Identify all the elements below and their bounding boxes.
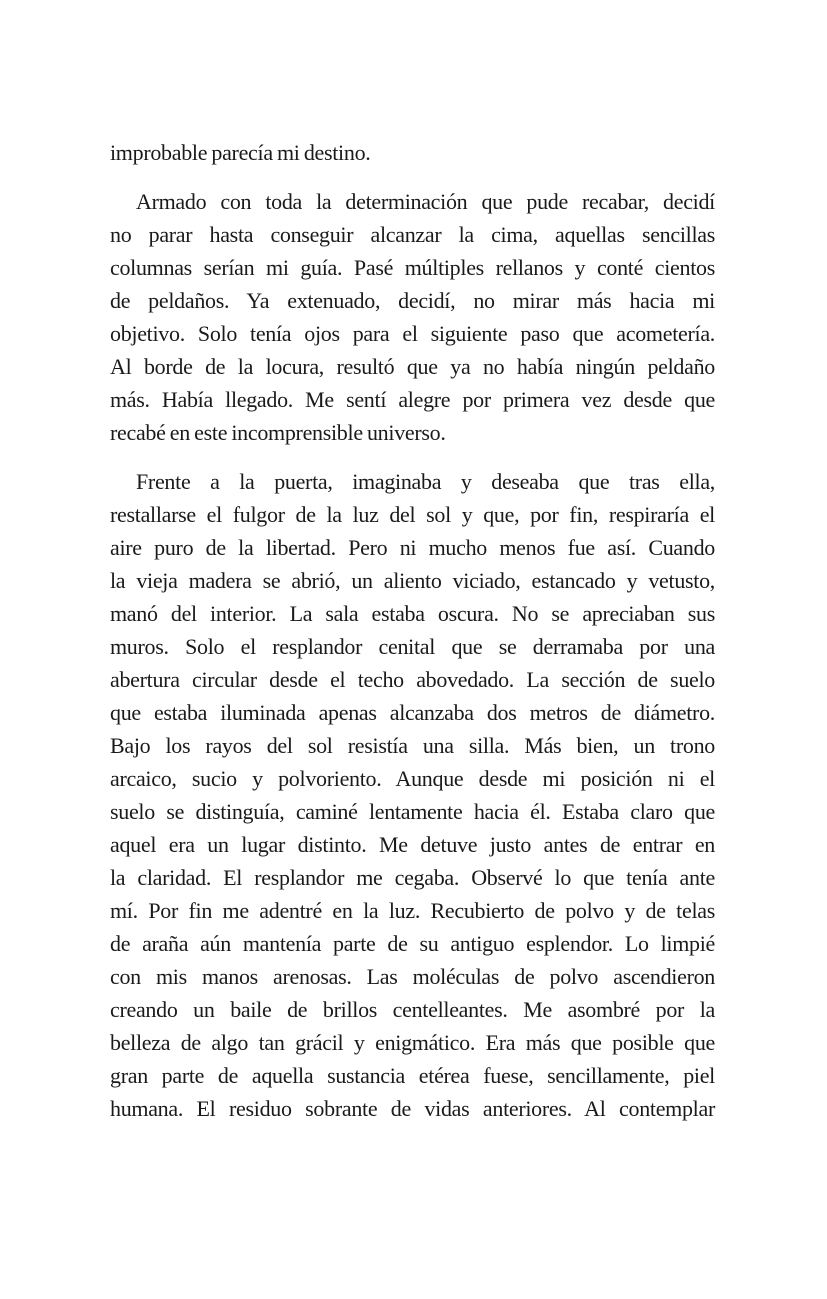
text-block [110,136,715,1141]
text-line: más. Había llegado. Me sentí alegre por primera vez desde que [110,387,715,412]
text-line: la vieja madera se abrió, un aliento viciado, estancado y vetusto, [110,568,715,593]
paragraph [110,465,715,1125]
text-line: recabé en este incomprensible universo. [110,420,446,445]
text-line: no parar hasta conseguir alcanzar la cima, aquellas sencillas [110,222,715,247]
text-line: improbable parecía mi destino. [110,140,371,165]
text-line: creando un baile de brillos centelleantes. Me asombré por la [110,997,715,1022]
text-line: de araña aún mantenía parte de su antiguo esplendor. Lo limpié [110,931,715,956]
text-line: suelo se distinguía, caminé lentamente hacia él. Estaba claro que [110,799,715,824]
text-line: mí. Por fin me adentré en la luz. Recubierto de polvo y de telas [110,898,715,923]
text-line: humana. El residuo sobrante de vidas anteriores. Al contemplar [110,1096,715,1121]
text-line: muros. Solo el resplandor cenital que se derramaba por una [110,634,715,659]
paragraph [110,185,715,449]
text-line: que estaba iluminada apenas alcanzaba dos metros de diámetro. [110,700,715,725]
text-line: con mis manos arenosas. Las moléculas de polvo ascendieron [110,964,715,989]
paragraph [110,136,715,169]
text-line: aquel era un lugar distinto. Me detuve justo antes de entrar en [110,832,715,857]
text-line: belleza de algo tan grácil y enigmático. Era más que posible que [110,1030,715,1055]
text-line: Al borde de la locura, resultó que ya no había ningún peldaño [110,354,715,379]
text-line: Armado con toda la determinación que pude recabar, decidí [136,189,715,214]
text-line: arcaico, sucio y polvoriento. Aunque desde mi posición ni el [110,766,715,791]
text-line: Bajo los rayos del sol resistía una silla. Más bien, un trono [110,733,715,758]
text-line: columnas serían mi guía. Pasé múltiples rellanos y conté cientos [110,255,715,280]
text-line: Frente a la puerta, imaginaba y deseaba que tras ella, [136,469,715,494]
text-line: gran parte de aquella sustancia etérea fuese, sencillamente, piel [110,1063,715,1088]
text-line: de peldaños. Ya extenuado, decidí, no mirar más hacia mi [110,288,715,313]
text-line: manó del interior. La sala estaba oscura. No se apreciaban sus [110,601,715,626]
text-line: restallarse el fulgor de la luz del sol y que, por fin, respiraría el [110,502,715,527]
text-line: objetivo. Solo tenía ojos para el siguiente paso que acometería. [110,321,715,346]
text-line: aire puro de la libertad. Pero ni mucho menos fue así. Cuando [110,535,715,560]
text-line: abertura circular desde el techo abovedado. La sección de suelo [110,667,715,692]
text-line: la claridad. El resplandor me cegaba. Observé lo que tenía ante [110,865,715,890]
